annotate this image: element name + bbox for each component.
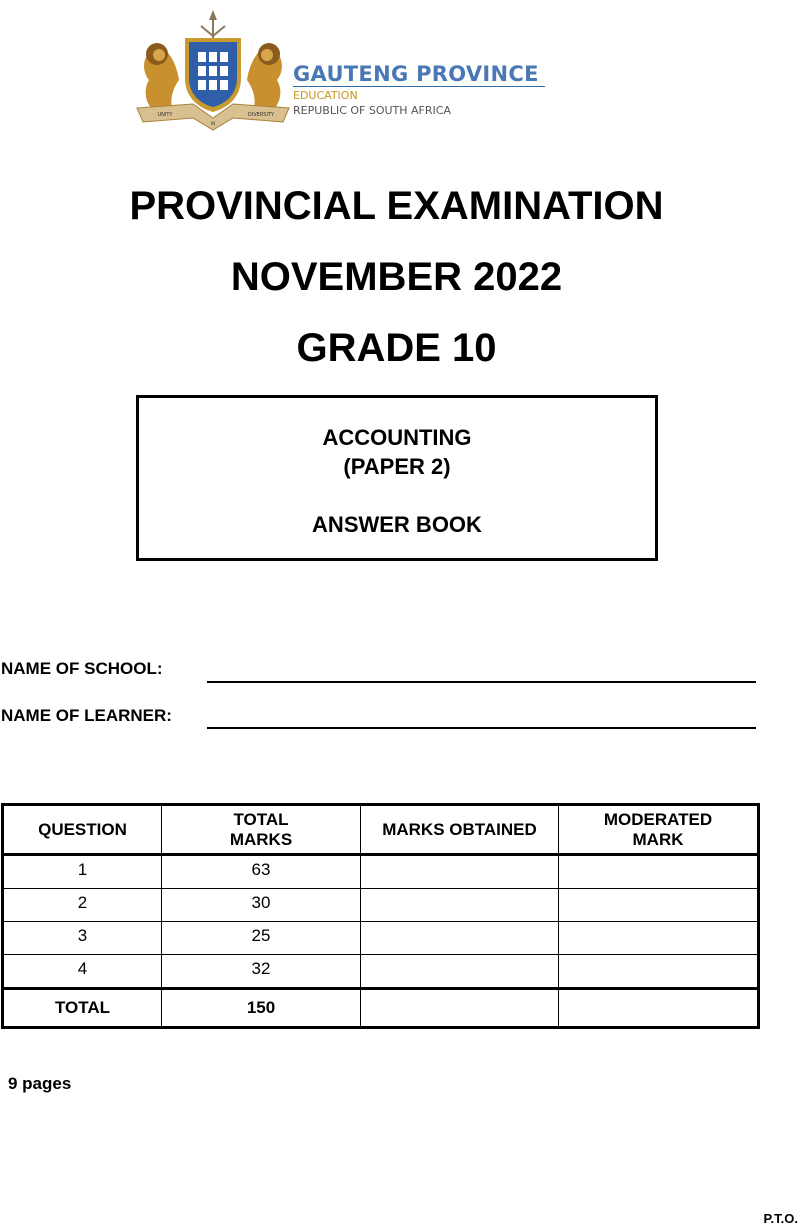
svg-text:IN: IN	[210, 121, 216, 126]
marks-obtained-cell[interactable]	[361, 889, 559, 922]
learner-name-label: NAME OF LEARNER:	[1, 706, 172, 725]
logo-divider	[293, 86, 545, 87]
gauteng-education-logo	[133, 8, 553, 133]
total-marks-obtained-cell[interactable]	[361, 989, 559, 1028]
total-marks-cell: 63	[162, 855, 361, 889]
svg-text:DIVERSITY: DIVERSITY	[247, 112, 275, 118]
subject-name: ACCOUNTING	[322, 425, 472, 450]
table-row	[3, 855, 759, 889]
paper-number: (PAPER 2)	[343, 454, 451, 479]
exam-session: NOVEMBER 2022	[230, 255, 563, 299]
logo-department-text: EDUCATION	[293, 89, 358, 102]
school-name-label: NAME OF SCHOOL:	[1, 659, 163, 678]
moderated-mark-cell[interactable]	[559, 955, 759, 989]
table-row	[3, 922, 759, 955]
marks-obtained-cell[interactable]	[361, 922, 559, 955]
table-row	[3, 955, 759, 989]
exam-title: PROVINCIAL EXAMINATION	[129, 184, 664, 228]
marks-obtained-cell[interactable]	[361, 955, 559, 989]
column-header-total-marks: TOTAL MARKS	[162, 805, 361, 855]
question-number: 2	[3, 889, 162, 922]
logo-brand-text: GAUTENG PROVINCE	[293, 62, 539, 86]
total-moderated-mark-cell[interactable]	[559, 989, 759, 1028]
question-number: 1	[3, 855, 162, 889]
total-marks-cell: 30	[162, 889, 361, 922]
total-label: TOTAL	[3, 989, 162, 1028]
total-marks-sum: 150	[162, 989, 361, 1028]
moderated-mark-cell[interactable]	[559, 922, 759, 955]
table-total-row	[3, 989, 759, 1028]
logo-country-text: REPUBLIC OF SOUTH AFRICA	[293, 104, 451, 117]
moderated-mark-cell[interactable]	[559, 855, 759, 889]
book-type: ANSWER BOOK	[312, 512, 482, 537]
svg-text:UNITY: UNITY	[157, 112, 173, 118]
column-header-marks-obtained: MARKS OBTAINED	[361, 805, 559, 855]
subject-box	[136, 395, 658, 561]
marks-obtained-cell[interactable]	[361, 855, 559, 889]
column-header-question: QUESTION	[3, 805, 162, 855]
school-name-field[interactable]	[207, 661, 756, 683]
exam-grade: GRADE 10	[296, 326, 497, 370]
column-header-moderated-mark: MODERATED MARK	[559, 805, 759, 855]
question-number: 3	[3, 922, 162, 955]
page-count: 9 pages	[8, 1074, 72, 1093]
moderated-mark-cell[interactable]	[559, 889, 759, 922]
total-marks-cell: 25	[162, 922, 361, 955]
total-marks-cell: 32	[162, 955, 361, 989]
table-row	[3, 889, 759, 922]
coat-of-arms-icon	[133, 8, 293, 133]
question-number: 4	[3, 955, 162, 989]
marks-table	[1, 803, 760, 1029]
learner-name-field[interactable]	[207, 707, 756, 729]
table-header-row	[3, 805, 759, 855]
please-turn-over: P.T.O.	[763, 1211, 798, 1226]
